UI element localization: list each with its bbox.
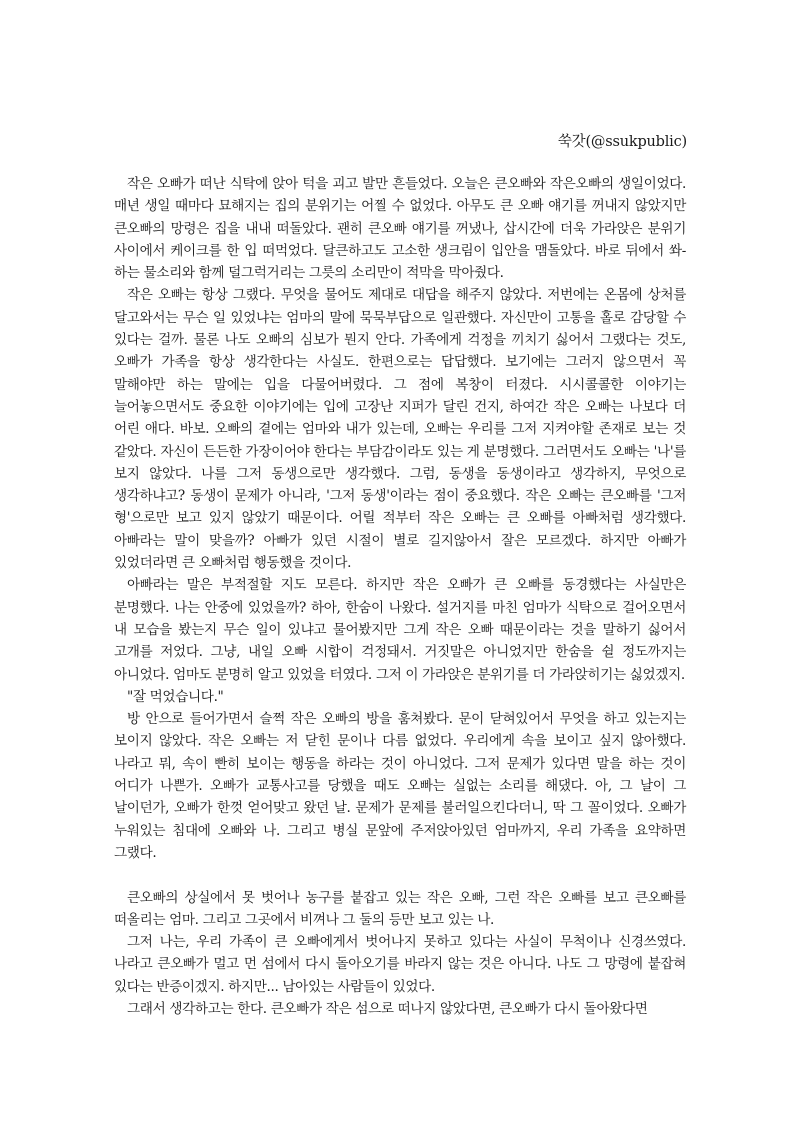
paragraph-4: 방 안으로 들어가면서 슬쩍 작은 오빠의 방을 훔쳐봤다. 문이 닫혀있어서 무엇을 하고 있는지는 보이지 않았다. 작은 오빠는 저 닫힌 문이나 다름 없었다. 우리에게 속을 보이고 싶지 않아했다. 나라고 뭐, 속이 빤히 보이는 행동을 하라는 것이 아니었다. 그저 문제가 있다면 말을 하는 것이 어디가 나쁜가. 오빠가 교통사고를 당했을 때도 오빠는 실없는 소리를 해댔다. 아, 그 날이 그 날이던가, 오빠가 한껏 얻어맞고 왔던 날. 문제가 문제를 불러일으킨다더니, 딱 그 꼴이었다. 오빠가 누워있는 침대에 오빠와 나. 그리고 병실 문앞에 주저앉아있던 엄마까지, 우리 가족을 요약하면 그랬다. [114,711,686,861]
dialogue-line: "잘 먹었습니다." [127,688,224,705]
paragraph-2: 작은 오빠는 항상 그랬다. 무엇을 물어도 제대로 대답을 해주지 않았다. 저번에는 온몸에 상처를 달고와서는 무슨 일 있었냐는 엄마의 말에 묵묵부답으로 일관했다. 자신만이 고통을 홀로 감당할 수 있다는 걸까. 물론 나도 오빠의 심보가 뭔지 안다. 가족에게 걱정을 끼치기 싫어서 그랬다는 것도, 오빠가 가족을 항상 생각한다는 사실도. 한편으로는 답답했다. 보기에는 그러지 않으면서 꼭 말해야만 하는 말에는 입을 다물어버렸다. 그 점에 복창이 터졌다. 시시콜콜한 이야기는 늘어놓으면서도 중요한 이야기에는 입에 고장난 지퍼가 달린 건지, 하여간 작은 오빠는 나보다 더 어린 애다. 바보. 오빠의 곁에는 엄마와 내가 있는데, 오빠는 우리를 그저 지켜야할 존재로 보는 것 같았다. 자신이 든든한 가장이어야 한다는 부담감이라도 있는 게 분명했다. 그러면서도 오빠는 '나'를 보지 않았다. 나를 그저 동생으로만 생각했다. 그럼, 동생을 동생이라고 생각하지, 무엇으로 생각하냐고? 동생이 문제가 아니라, '그저 동생'이라는 점이 중요했다. 작은 오빠는 큰오빠를 '그저 형'으로만 보고 있지 않았기 때문이다. 어릴 적부터 작은 오빠는 큰 오빠를 아빠처럼 생각했다. 아빠라는 말이 맞을까? 아빠가 있던 시절이 별로 길지않아서 잘은 모르겠다. 하지만 아빠가 있었더라면 큰 오빠처럼 행동했을 것이다. [114,287,686,572]
paragraph-7: 그래서 생각하고는 한다. 큰오빠가 작은 섬으로 떠나지 않았다면, 큰오빠가 다시 돌아왔다면 [127,1000,648,1017]
author-byline: 쑥갓(@ssukpublic) [557,134,687,150]
section-break [114,864,686,886]
paragraph-6: 그저 나는, 우리 가족이 큰 오빠에게서 벗어나지 못하고 있다는 사실이 무척이나 신경쓰였다. 나라고 큰오빠가 멀고 먼 섬에서 다시 돌아오기를 바라지 않는 것은 아니다. 나도 그 망령에 붙잡혀 있다는 반증이겠지. 하지만... 남아있는 사람들이 있었다. [114,934,686,995]
paragraph-1: 작은 오빠가 떠난 식탁에 앉아 턱을 괴고 발만 흔들었다. 오늘은 큰오빠와 작은오빠의 생일이었다. 매년 생일 때마다 묘해지는 집의 분위기는 어찔 수 없었다. 아무도 큰 오빠 얘기를 꺼내지 않았지만 큰오빠의 망령은 집을 내내 떠돌았다. 괜히 큰오빠 얘기를 꺼냈나, 삽시간에 더욱 가라앉은 분위기 사이에서 케이크를 한 입 떠먹었다. 달큰하고도 고소한 생크림이 입안을 맴돌았다. 바로 뒤에서 쏴-하는 물소리와 함께 덜그럭거리는 그릇의 소리만이 적막을 막아줬다. [114,176,686,282]
paragraph-5: 큰오빠의 상실에서 못 벗어나 농구를 붙잡고 있는 작은 오빠, 그런 작은 오빠를 보고 큰오빠를 떠올리는 엄마. 그리고 그곳에서 비껴나 그 둘의 등만 보고 있는 나. [114,889,686,928]
story-body [114,173,686,1020]
paragraph-3: 아빠라는 말은 부적절할 지도 모른다. 하지만 작은 오빠가 큰 오빠를 동경했다는 사실만은 분명했다. 나는 안중에 있었을까? 하아, 한숨이 나왔다. 설거지를 마친 엄마가 식탁으로 걸어오면서 내 모습을 봤는지 무슨 일이 있냐고 물어봤지만 그게 작은 오빠 때문이라는 것을 말하기 싫어서 고개를 저었다. 그냥, 내일 오빠 시합이 걱정돼서. 거짓말은 아니었지만 한숨을 쉴 정도까지는 아니었다. 엄마도 분명히 알고 있었을 터였다. 그저 이 가라앉은 분위기를 더 가라앉히기는 싫었겠지. [114,577,686,683]
